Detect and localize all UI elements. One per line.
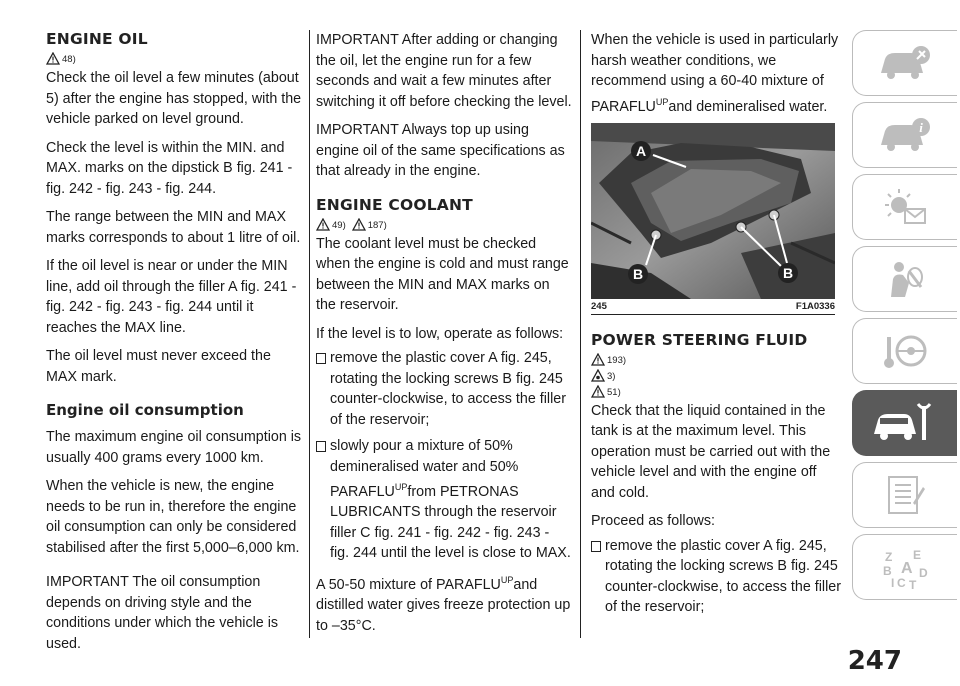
checkbox-bullet-icon bbox=[316, 353, 326, 364]
heading-power-steering-fluid: POWER STEERING FLUID bbox=[591, 330, 808, 349]
steering-key-icon bbox=[875, 329, 935, 373]
warning-triangle-icon bbox=[591, 385, 605, 398]
chapter-tabs bbox=[852, 30, 960, 606]
info-triangle-icon bbox=[591, 369, 605, 382]
paragraph: The maximum engine oil consumption is usually 400 grams every 1000 km. bbox=[46, 429, 302, 466]
paragraph: IMPORTANT After adding or changing the oil, let the engine run for a few seconds and wait a few minutes after switching it off before checking the level. bbox=[316, 32, 572, 110]
car-service-wrench-icon bbox=[870, 398, 940, 448]
tab-safety[interactable] bbox=[852, 246, 957, 312]
checklist-icon bbox=[875, 473, 935, 517]
paragraph: The oil level must never exceed the MAX mark. bbox=[46, 348, 271, 385]
figure-label-b: B bbox=[632, 265, 644, 282]
svg-text:E: E bbox=[913, 548, 922, 562]
checkbox-bullet-icon bbox=[316, 441, 326, 452]
tab-maintenance[interactable] bbox=[852, 390, 957, 456]
paragraph: When the vehicle is used in particularly harsh weather conditions, we recommend using a 60-40 mixture of $PARAFLU^{UP}and$ demineralised water. bbox=[591, 32, 839, 115]
figure-caption bbox=[591, 301, 835, 315]
paragraph: If the level is to low, operate as follows: bbox=[316, 325, 564, 342]
heading-engine-coolant: ENGINE COOLANT bbox=[316, 195, 473, 214]
warning-ref: 3) bbox=[591, 369, 843, 382]
car-info-icon bbox=[875, 41, 935, 85]
heading-engine-oil: ENGINE OIL bbox=[46, 30, 148, 48]
figure-label-a: A bbox=[635, 142, 647, 159]
svg-text:Z: Z bbox=[885, 550, 893, 564]
paragraph: IMPORTANT The oil consumption depends on driving style and the conditions under which the vehicle is used. bbox=[46, 574, 279, 652]
warning-ref: 193) bbox=[591, 353, 843, 366]
safety-airbag-icon bbox=[875, 257, 935, 301]
svg-text:A: A bbox=[901, 560, 913, 577]
bullet-item: slowly pour a mixture of 50% demineralised water and 50% $PARAFLU^{UP}from$ PETRONAS LUBRICANTS through the reservoir filler C fig. 241 - fig. 242 - fig. 243 - fig. 244 until the level is close to MAX. bbox=[316, 436, 572, 564]
svg-text:D: D bbox=[919, 566, 928, 580]
column-3 bbox=[591, 30, 843, 624]
svg-text:I: I bbox=[891, 576, 895, 589]
svg-text:T: T bbox=[909, 578, 917, 589]
dashboard-lights-icon bbox=[875, 185, 935, 229]
checkbox-bullet-icon bbox=[591, 541, 601, 552]
svg-text:B: B bbox=[883, 564, 892, 578]
figure-code: F1A0336 bbox=[795, 300, 835, 312]
svg-text:C: C bbox=[897, 576, 906, 589]
svg-text:i: i bbox=[919, 120, 923, 135]
paragraph: A 50-50 mixture of $PARAFLU^{UP}and$ distilled water gives freeze protection up to –35°C. bbox=[316, 574, 571, 634]
warning-triangle-icon bbox=[316, 218, 330, 231]
paragraph: The range between the MIN and MAX marks corresponds to about 1 litre of oil. bbox=[46, 209, 301, 246]
tab-dashboard-lights[interactable] bbox=[852, 174, 957, 240]
column-1 bbox=[46, 30, 302, 662]
warning-triangle-icon bbox=[352, 218, 366, 231]
tab-index[interactable] bbox=[852, 534, 957, 600]
bullet-item: remove the plastic cover A fig. 245, rotating the locking screws B fig. 245 counter-clockwise, to access the filler of the reservoir; bbox=[316, 348, 572, 430]
paragraph: Check the level is within the MIN. and MAX. marks on the dipstick B fig. 241 - fig. 242 - fig. 243 - fig. 244. bbox=[46, 139, 293, 197]
paragraph: The coolant level must be checked when the engine is cold and must range between the MIN and MAX marks on the reservoir. bbox=[316, 235, 569, 313]
index-alphabet-icon bbox=[875, 545, 935, 589]
engine-bay-photo bbox=[591, 123, 835, 299]
car-warning-icon bbox=[875, 113, 935, 157]
tab-starting-driving[interactable] bbox=[852, 318, 957, 384]
warning-ref: 51) bbox=[591, 385, 843, 398]
column-divider bbox=[580, 30, 581, 638]
tab-technical-data[interactable] bbox=[852, 462, 957, 528]
paragraph: Check that the liquid contained in the tank is at the maximum level. This operation must be carried out with the vehicle level and with the engine off and cold. bbox=[591, 402, 831, 501]
paragraph: If the oil level is near or under the MIN line, add oil through the filler A fig. 241 - fig. 242 - fig. 243 - fig. 244 until it reaches the MAX line. bbox=[46, 258, 297, 336]
column-2 bbox=[316, 30, 572, 644]
paragraph: Proceed as follows: bbox=[591, 513, 715, 530]
warning-triangle-icon bbox=[591, 353, 605, 366]
column-divider bbox=[309, 30, 310, 638]
subheading-oil-consumption: Engine oil consumption bbox=[46, 401, 244, 419]
figure-245-photo bbox=[591, 123, 835, 299]
paragraph: When the vehicle is new, the engine needs to be run in, therefore the engine oil consumption can only be considered stabilised after the first 5,000–6,000 km. bbox=[46, 478, 300, 556]
page-number: 247 bbox=[847, 646, 902, 676]
figure-number: 245 bbox=[591, 300, 607, 312]
paragraph: IMPORTANT Always top up using engine oil of the same specifications as that already in the engine. bbox=[316, 122, 565, 179]
bullet-item: remove the plastic cover A fig. 245, rotating the locking screws B fig. 245 counter-clockwise, to access the filler of the reservoir; bbox=[591, 536, 843, 618]
warning-ref: 49) 187) bbox=[316, 218, 572, 231]
warning-ref: 48) bbox=[46, 52, 302, 65]
paragraph: Check the oil level a few minutes (about 5) after the engine has stopped, with the vehicle parked on level ground. bbox=[46, 70, 302, 127]
figure-label-b: B bbox=[782, 264, 794, 281]
warning-triangle-icon bbox=[46, 52, 60, 65]
tab-car-info[interactable] bbox=[852, 30, 957, 96]
tab-car-warning[interactable] bbox=[852, 102, 957, 168]
